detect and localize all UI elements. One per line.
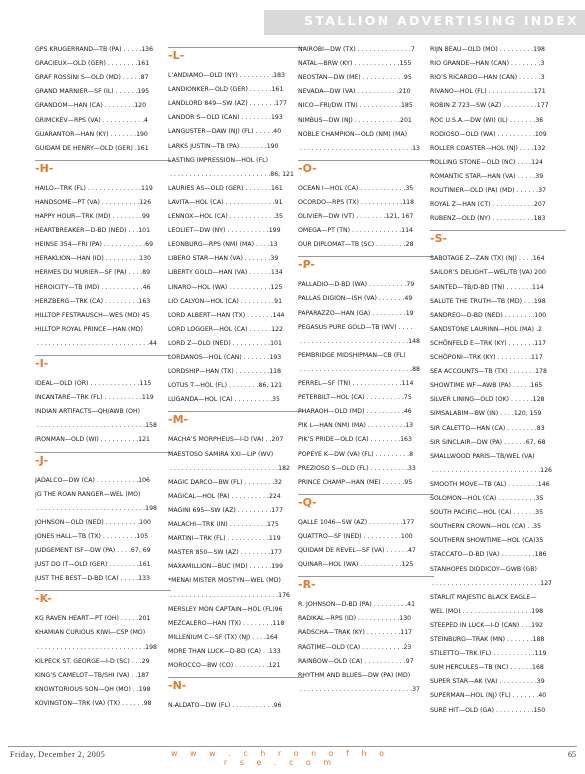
index-entry: SURE HIT—OLD (GA) . . . . . . . . . .150 (430, 706, 546, 714)
index-entry: INDIAN ARTIFACTS—QH/AWB (OH) (35, 408, 141, 416)
index-entry: NIMBUS—DW (NJ) . . . . . . . . . . . .201 (298, 116, 412, 124)
index-entry: HAPPY HOUR—TRK (MD) . . . . . . . .99 (35, 213, 150, 220)
section-heading: -L- (168, 47, 304, 64)
index-entry: JONES HALL—TB (TX) . . . . . . . . .105 (35, 532, 149, 540)
index-entry: MAESTOSO SAMIRA XXI—LIP (WV) (168, 450, 274, 458)
index-entry: JUST THE BEST—D-BD (CA) . . . . .133 (35, 575, 150, 583)
index-entry: HEINSE 354—FRI (PA) . . . . . . . . . . .69 (35, 241, 154, 249)
index-entry: ROBIN Z 723—SW (AZ) . . . . . . . . .177 (430, 102, 549, 110)
index-entry: NEVADA—DW (VA) . . . . . . . . . . .210 (298, 88, 411, 96)
index-entry: LAURIES AS—OLD (GER) . . . . . . .161 (168, 184, 283, 192)
index-entry: OUR DIPLOMAT—TB (SC) . . . . . . . .28 (298, 241, 414, 249)
index-entry: IDEAL—OLD (OR) . . . . . . . . . . . . .115 (35, 380, 152, 387)
index-entry: MERSLEY MON CAPTAIN—HOL (FL)96 (168, 605, 283, 613)
index-entry: OCEAN I—HOL (CA) . . . . . . . . . . . .35 (298, 184, 414, 192)
index-entry: STARLIT MAJESTIC BLACK EAGLE— (430, 593, 537, 601)
index-entry: . . . . . . . . . . . . . . . . . . . . . . . . . . . .158 (35, 422, 157, 430)
index-entry: STEINBURG—TRAK (MN) . . . . . . .188 (430, 636, 545, 643)
index-entry: . . . . . . . . . . . . . . . . . . . . . . . . . . . .127 (430, 579, 552, 587)
index-entry: WEL (MO) . . . . . . . . . . . . . . . . . .198 (430, 607, 544, 615)
index-entry: *MENAI MISTER MOSTYN—WEL (MD) (168, 577, 281, 585)
index-entry: HEROICITY—TB (MD) . . . . . . . . . . .46 (35, 283, 151, 291)
index-entry: ROYAL Z—HAN (CT) . . . . . . . . . . .207 (430, 201, 546, 209)
index-entry: LANGUSTER—DAW (NJ) (FL) . . . . .40 (168, 128, 282, 136)
section-heading: -S- (430, 230, 566, 247)
index-entry: HAILO—TRK (FL) . . . . . . . . . . . . . .119 (35, 184, 153, 192)
index-entry: MILLENIUM C—SF (TX) (NJ) . . . .164 (168, 633, 278, 641)
index-entry: OMEGA—PT (TN) . . . . . . . . . . . . .114 (298, 227, 413, 235)
index-entry: RIVANO—HOL (FL) . . . . . . . . . . . .171 (430, 88, 546, 96)
index-entry: RAGTIME—OLD (CA) . . . . . . . . . . .23 (298, 643, 412, 651)
index-entry: . . . . . . . . . . . . . . . . . . . . . . . . . . . .198 (35, 643, 157, 651)
index-entry: SIR CALETTO—HAN (CA) . . . . . . . .83 (430, 424, 545, 432)
index-entry: PHARAOH—OLD (MD) . . . . . . . . . .46 (298, 408, 412, 416)
index-entry: STEEPED IN LUCK—I-D (CAN) . . .192 (430, 621, 543, 629)
index-entry: MASTER 850—SW (AZ) . . . . . . . .177 (168, 549, 283, 557)
section-heading: -J- (35, 452, 171, 469)
section-heading: -O- (298, 160, 434, 177)
index-entry: SALUTE THE TRUTH—TB (MD) . . .198 (430, 297, 546, 305)
index-entry: LARKS JUSTIN—TB (PA) . . . . . . .190 (168, 142, 279, 150)
footer-date: Friday, December 2, 2005 (10, 750, 106, 759)
index-entry: LOTUS T—HOL (FL) . . . . . . . .86, 121 (168, 382, 283, 390)
index-entry: MOROCCO—BW (CO) . . . . . . . . .121 (168, 662, 281, 669)
index-entry: SEA ACCOUNTS—TB (TX) . . . . . . .178 (430, 368, 547, 376)
index-entry: GRIMCKEV—RPS (VA) . . . . . . . . . . .4 (35, 116, 148, 124)
index-entry: ROMANTIC STAR—HAN (VA) . . . . .39 (430, 172, 544, 180)
index-entry: SIMSALABIM—BW (IN) . . . .120, 159 (430, 410, 542, 418)
index-entry: PRINCE CHAMP—HAN (ME) . . . . . .95 (298, 478, 413, 486)
index-entry: SILVER LINING—OLD (OK) . . . . . .128 (430, 396, 545, 404)
index-entry: . . . . . . . . . . . . . . . . . . . . . . . . . . . . .44 (35, 339, 157, 347)
page-number: 65 (568, 750, 576, 759)
index-entry: NEOSTAN—DW (ME) . . . . . . . . . . .95 (298, 74, 412, 82)
index-entry: SCHÖPONI—TRK (KY) . . . . . . . . .117 (430, 354, 543, 361)
section-heading: -H- (35, 160, 171, 177)
index-entry: SAINTED—TB/D-BD (TN) . . . . . . .114 (430, 283, 544, 291)
index-entry: SIR SINCLAIR—DW (PA) . . . . . .67, 68 (430, 438, 546, 446)
index-entry: KNOWTORIOUS SON—QH (MO) . .198 (35, 685, 151, 693)
index-entry: JUST DO IT—OLD (GER) . . . . . . . .161 (35, 561, 151, 569)
index-entry: ROUTINIER—OLD (PA) (MD) . . . . . .37 (430, 187, 546, 194)
index-entry: GRAND MARNIER—SF (IL) . . . . . .195 (35, 88, 150, 96)
index-entry: SUPERMAN—HOL (NJ) (FL) . . . . . . .40 (430, 692, 547, 700)
index-entry: RADIKAL—RPS (ID) . . . . . . . . . . .130 (298, 615, 412, 623)
index-entry: N-ALDATO—DW (FL) . . . . . . . . . . .96 (168, 702, 282, 710)
index-entry: LORD ALBERT—HAN (TX) . . . . . . .144 (168, 311, 285, 319)
index-entry: . . . . . . . . . . . . . . . . . . . . . . . . . . . .182 (168, 464, 290, 472)
index-entry: JUDGEMENT ISF—DW (PA) . . . .67, 69 (35, 547, 151, 554)
index-entry: MALACHI—TRK (IN) . . . . . . . . . .175 (168, 521, 279, 528)
index-entry: . . . . . . . . . . . . . . . . . . . . . . . . . . . . .37 (298, 685, 420, 693)
index-entry: NAIROBI—DW (TX) . . . . . . . . . . . . . .7 (298, 46, 415, 53)
index-entry: . . . . . . . . . . . . . . . . . . . . . . . . . . . . .13 (298, 144, 420, 152)
index-entry: LUGANDA—HOL (CA) . . . . . . . . . .35 (168, 396, 280, 404)
section-heading: -Q- (298, 494, 434, 511)
section-heading: -P- (298, 256, 434, 273)
section-heading: -I- (35, 355, 171, 372)
index-entry: HEARTBREAKER—D-BD (NED) . . .101 (35, 227, 151, 235)
index-entry: MAGICAL—HOL (PA) . . . . . . . . . .224 (168, 492, 281, 500)
section-heading: -R- (298, 576, 434, 593)
index-entry: JG THE ROAN RANGER—WEL (MO) (35, 490, 141, 498)
index-entry: KHAMIAN CURIOUS KIWI—CSP (MO) (35, 629, 146, 637)
index-entry: LAVITA—HOL (CA) . . . . . . . . . . . . .91 (168, 198, 283, 206)
index-entry: RHYTHM AND BLUES—DW (PA) (MD) (298, 671, 411, 679)
index-entry: GRANDOM—HAN (CA) . . . . . . . .120 (35, 102, 147, 110)
index-entry: SABOTAGE Z—ZAN (TX) (NJ) . . . .164 (430, 255, 545, 263)
index-entry: POPEYE K—DW (VA) (FL) . . . . . . . . .8 (298, 450, 414, 458)
index-entry: MORE THAN LUCK—D-BD (CA) . .133 (168, 647, 281, 655)
index-entry: MACHA’S MORPHEUS—I-D (VA) . .207 (168, 436, 284, 444)
index-entry: RADSCHA—TRAK (KY) . . . . . . . . .117 (298, 629, 413, 637)
index-entry: STILETTO—TRK (FL) . . . . . . . . . . .119 (430, 650, 547, 658)
index-entry: GUIDAM DE HENRY—OLD (GER) .161 (35, 144, 149, 152)
index-entry: LASTING IMPRESSION—HOL (FL) (168, 156, 268, 164)
index-entry: . . . . . . . . . . . . . . . . . . . . . . . . . . . .176 (168, 591, 290, 599)
index-entry: . . . . . . . . . . . . . . . . . . . . . . . . . . . .198 (35, 504, 157, 512)
index-entry: . . . . . . . . . . . . . . . . . . . . . . . . . .86, 121 (168, 170, 294, 178)
index-entry: STANHOPES DIDDICOY—GWB (GB) (430, 565, 537, 573)
index-entry: . . . . . . . . . . . . . . . . . . . . . . . . . . . .126 (430, 466, 552, 474)
index-entry: . . . . . . . . . . . . . . . . . . . . . . . . . . . . .88 (298, 365, 420, 373)
page-title: STALLION ADVERTISING INDEX (304, 13, 579, 28)
index-entry: LIBERO STAR—HAN (VA) . . . . . . .39 (168, 255, 279, 263)
index-entry: SUM HERCULES—TB (NC) . . . . . .168 (430, 664, 544, 672)
index-entry: LANDLORD 849—SW (AZ) . . . . . . .177 (168, 100, 287, 108)
index-entry: SAILOR’S DELIGHT—WEL/TB (VA) 200 (430, 269, 546, 277)
index-entry: PREZIOSO S—OLD (FL) . . . . . . . . . .33 (298, 464, 416, 472)
index-entry: SANDREO—D-BD (NED) . . . . . . . .100 (430, 311, 547, 319)
index-entry: SCHÖNFELD E—TRK (KY) . . . . . . .117 (430, 339, 547, 347)
index-entry: PEGASUS PURE GOLD—TB (WV) . . . . (298, 323, 413, 331)
index-entry: OCORDO—RPS (TX) . . . . . . . . . . .118 (298, 198, 415, 206)
section-heading: -N- (168, 677, 304, 694)
index-entry: QALLE 1046—SW (AZ) . . . . . . . . .177 (298, 518, 415, 526)
index-entry: RAINBOW—OLD (CA) . . . . . . . . . . .97 (298, 657, 414, 665)
section-heading: -K- (35, 590, 171, 607)
index-entry: KOVINGTON—TRK (VA) (TX) . . . . . .98 (35, 699, 152, 707)
index-entry: RODIOSO—OLD (WA) . . . . . . . . . .109 (430, 130, 547, 138)
index-entry: HERMES DU MURIER—SF (PA) . . . .89 (35, 269, 151, 277)
index-entry: ROC U.S.A.—DW (WI) (IL) . . . . . . .36 (430, 116, 544, 124)
index-entry: LORDANOS—HOL (CAN) . . . . . . .193 (168, 354, 282, 361)
index-entry: LORD LOGGER—HOL (CA) . . . . . .122 (168, 325, 283, 333)
index-entry: QUIDAM DE REVEL—SF (VA) . . . . . .47 (298, 547, 416, 554)
index-entry: STACCATO—D-BD (VA) . . . . . . . . .186 (430, 551, 547, 559)
index-entry: SANDSTONE LAURINN—HOL (MA) .2 (430, 325, 542, 333)
index-entry: LEOLIET—DW (NY) . . . . . . . . . . .199 (168, 227, 281, 235)
index-entry: SMOOTH MOVE—TB (AL) . . . . . . . .146 (430, 480, 550, 488)
index-entry: LANDOR S—OLD (CAN) . . . . . . . .193 (168, 114, 283, 122)
index-entry: HANDSOME—PT (VA) . . . . . . . . . .126 (35, 198, 152, 206)
index-entry: LORD Z—OLD (NED) . . . . . . . . . .101 (168, 339, 282, 347)
index-entry: ROLLER COASTER—HOL (NJ) . . . .132 (430, 144, 546, 152)
index-entry: ROLLING STONE—OLD (NC) . . . .124 (430, 158, 543, 166)
index-entry: RUBENZ—OLD (NY) . . . . . . . . . . .183 (430, 215, 546, 223)
index-entry: INCANTARE—TRK (FL) . . . . . . . . . .119 (35, 394, 154, 402)
index-entry: NICO—FRI/DW (TN) . . . . . . . . . . .185 (298, 102, 413, 110)
index-entry: KING’S CAMELOT—TB/SHI (VA) . .187 (35, 671, 150, 679)
index-entry: SOUTHERN SHOWTIME—HOL (CA)35 (430, 537, 544, 545)
index-entry: NATAL—BRW (KY) . . . . . . . . . . . .155 (298, 60, 412, 68)
index-entry: MARTINI—TRK (FL) . . . . . . . . . . .119 (168, 535, 281, 543)
index-entry: LENNOX—HOL (CA) . . . . . . . . . . . .35 (168, 213, 283, 220)
index-entry: RIJN BEAU—OLD (MO) . . . . . . . . .198 (430, 46, 545, 53)
index-entry: LIBERTY GOLD—HAN (VA) . . . . . .134 (168, 269, 283, 277)
index-entry: PALLADIO—D-BD (WA) . . . . . . . . . .79 (298, 281, 415, 289)
index-entry: LORDSHIP—HAN (TX) . . . . . . . . .118 (168, 368, 282, 376)
index-entry: R. JOHNSON—D-BD (PA) . . . . . . . . .41 (298, 601, 416, 609)
index-entry: SUPER STAR—AK (VA) . . . . . . . . . .39 (430, 678, 545, 686)
index-entry: HERZBERG—TRK (CA) . . . . . . . . .163 (35, 297, 151, 305)
index-entry: HERAKLION—HAN (ID) . . . . . . . . .130 (35, 255, 151, 263)
index-entry: MEZCALERO—HAN (TX) . . . . . . . .118 (168, 619, 285, 627)
index-entry: L’ANDIAMO—OLD (NY) . . . . . . . . .183 (168, 72, 285, 79)
index-entry: SHOWTIME WF—AWB (PA) . . . . .165 (430, 382, 543, 390)
index-entry: MAXAMILLION—BUC (MD) . . . . . .199 (168, 563, 284, 571)
index-entry: QUATTRO—SF (NED) . . . . . . . . . .100 (298, 532, 413, 540)
index-entry: RIO GRANDE—HAN (CAN) . . . . . . . .3 (430, 60, 545, 68)
index-entry: . . . . . . . . . . . . . . . . . . . . . . . . . . . .148 (298, 337, 420, 345)
index-entry: PALLAS DIGION—ISH (VA) . . . . . . .49 (298, 295, 413, 303)
index-entry: MAGINI 695—SW (AZ) . . . . . . . . .177 (168, 506, 284, 514)
index-entry: MAGIC DARCO—BW (FL) . . . . . . . .32 (168, 478, 282, 486)
index-entry: IRONMAN—OLD (WI) . . . . . . . . . .121 (35, 436, 150, 444)
index-entry: SMALLWOOD PARIS—TB/WEL (VA) (430, 452, 535, 460)
index-entry: SOUTH PACIFIC—HOL (CA) . . . . . .35 (430, 509, 544, 517)
index-entry: JADALCO—DW (CA) . . . . . . . . . . .106 (35, 476, 150, 484)
index-entry: GRAF ROSSINI S—OLD (MD) . . . . .87 (35, 74, 149, 82)
index-entry: LEONBURG—RPS (NM) (MA) . . . .13 (168, 241, 278, 249)
index-entry: LIO CALYON—HOL (CA) . . . . . . . . .91 (168, 297, 283, 305)
index-entry: GUARANTOR—HAN (KY) . . . . . . .190 (35, 130, 148, 138)
index-entry: PIK L—HAN (NM) (MA) . . . . . . . . . .13 (298, 422, 414, 430)
index-entry: LANDIONKER—OLD (GER) . . . . . .161 (168, 86, 284, 94)
index-entry: LINARO—HOL (WA) . . . . . . . . . . .125 (168, 283, 283, 291)
index-entry: GRACIEUX—OLD (GER) . . . . . . . .161 (35, 60, 150, 68)
index-entry: PERREL—SF (TN) . . . . . . . . . . . . .114 (298, 380, 414, 387)
index-entry: OLIVIER—DW (VT) . . . . . . . .121, 167 (298, 213, 414, 220)
index-entry: PIK’S PRIDE—OLD (CA) . . . . . . . .163 (298, 436, 412, 444)
index-entry: PEMBRIDGE MIDSHIPMAN—CB (FL) (298, 351, 406, 359)
footer-divider (8, 746, 577, 747)
index-entry: QUINAR—HOL (WA) . . . . . . . . . . .125 (298, 561, 414, 569)
index-entry: NOBLE CHAMPION—OLD (NM) (MA) (298, 130, 408, 138)
index-entry: GPS KRUGERRAND—TB (PA) . . . . .136 (35, 46, 154, 53)
index-entry: JOHNSON—OLD (NED) . . . . . . . . .100 (35, 518, 151, 526)
index-entry: PETERBILT—HOL (CA) . . . . . . . . . .75 (298, 394, 412, 402)
footer-url: w w w . c h r o n o f h o r s e . c o m (170, 749, 390, 767)
index-entry: HILLTOP ROYAL PRINCE—HAN (MD) (35, 325, 143, 333)
index-entry: PAPARAZZO—HAN (GA) . . . . . . . . .19 (298, 309, 414, 317)
index-entry: HILLTOP FESTRAUSCH—WES (MD) 45 (35, 311, 150, 319)
index-entry: SOUTHERN CROWN—HOL (CA) . .35 (430, 523, 542, 531)
index-entry: SOLOMON—HOL (CA) . . . . . . . . . .35 (430, 495, 544, 502)
index-entry: KILPECK ST. GEORGE—I-D (SC) . . .29 (35, 657, 150, 665)
index-entry: KG RAVEN HEART—PT (OH) . . . . .201 (35, 615, 151, 623)
index-entry: RIO’S RICARDO—HAN (CAN) . . . . . .3 (430, 74, 545, 82)
section-heading: -M- (168, 411, 304, 428)
